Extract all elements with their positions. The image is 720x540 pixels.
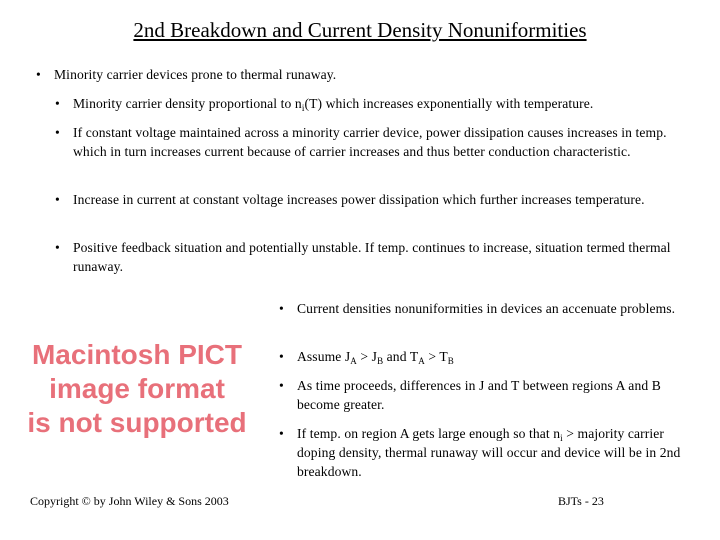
right-bullet-4-text-b: > majority carrier doping density, thermal runaway will occur and device will be in 2nd breakdown. (297, 426, 681, 479)
bullet-sub-1-text-a: Minority carrier density proportional to n (73, 96, 302, 111)
bullet-icon: • (55, 192, 60, 207)
assume-text: Assume J (297, 349, 351, 364)
right-bullet-1-text: Current densities nonuniformities in devices an accenuate problems. (297, 301, 676, 316)
slide-number: BJTs - 23 (558, 494, 604, 508)
placeholder-line-2: image format (49, 373, 225, 404)
bullet-icon: • (279, 426, 284, 441)
bullet-icon: • (279, 301, 284, 316)
unsupported-image-placeholder (16, 338, 258, 440)
right-bullet-1 (279, 299, 687, 318)
and-t-text: and T (383, 349, 419, 364)
subscript-a: A (350, 356, 357, 366)
bullet-sub-3-text: Increase in current at constant voltage increases power dissipation which further increases temperature. (73, 192, 645, 207)
slide-title (0, 18, 720, 43)
bullet-icon: • (55, 125, 60, 140)
subscript-b: B (377, 356, 384, 366)
right-bullet-3 (279, 376, 687, 414)
right-bullet-4 (279, 424, 687, 481)
subscript-a: A (418, 356, 425, 366)
right-bullet-2 (279, 347, 687, 366)
bullet-sub-1 (55, 94, 693, 113)
bullet-icon: • (36, 67, 41, 82)
subscript-b: B (447, 356, 454, 366)
placeholder-line-1: Macintosh PICT (31, 339, 242, 370)
bullet-sub-2-text: If constant voltage maintained across a minority carrier device, power dissipation causes increases in temp. which in turn increases current because of carrier increases and thus better conduction characteristic. (73, 125, 667, 159)
bullet-icon: • (55, 240, 60, 255)
bullet-sub-4 (55, 238, 683, 276)
bullet-icon: • (55, 96, 60, 111)
right-bullet-3-text: As time proceeds, differences in J and T between regions A and B become greater. (297, 378, 661, 412)
placeholder-line-3: is not supported (27, 407, 247, 438)
bullet-sub-3 (55, 190, 683, 209)
bullet-sub-1-text-b: (T) which increases exponentially with temperature. (304, 96, 594, 111)
subscript-i: i (301, 103, 305, 113)
gt-t-text: > T (424, 349, 448, 364)
right-bullet-4-text-a: If temp. on region A gets large enough so that n (297, 426, 561, 441)
bullet-sub-4-text: Positive feedback situation and potentially unstable. If temp. continues to increase, situation termed thermal runaway. (73, 240, 671, 274)
gt-j-text: > J (356, 349, 378, 364)
bullet-icon: • (279, 378, 284, 393)
copyright: Copyright © by John Wiley & Sons 2003 (30, 494, 229, 508)
subscript-i: i (560, 433, 563, 443)
bullet-sub-2 (55, 123, 683, 161)
slide-title-text: 2nd Breakdown and Current Density Nonuniformities (133, 18, 587, 42)
bullet-main-text: Minority carrier devices prone to thermal runaway. (54, 67, 337, 82)
bullet-main (36, 65, 694, 84)
bullet-icon: • (279, 349, 284, 364)
